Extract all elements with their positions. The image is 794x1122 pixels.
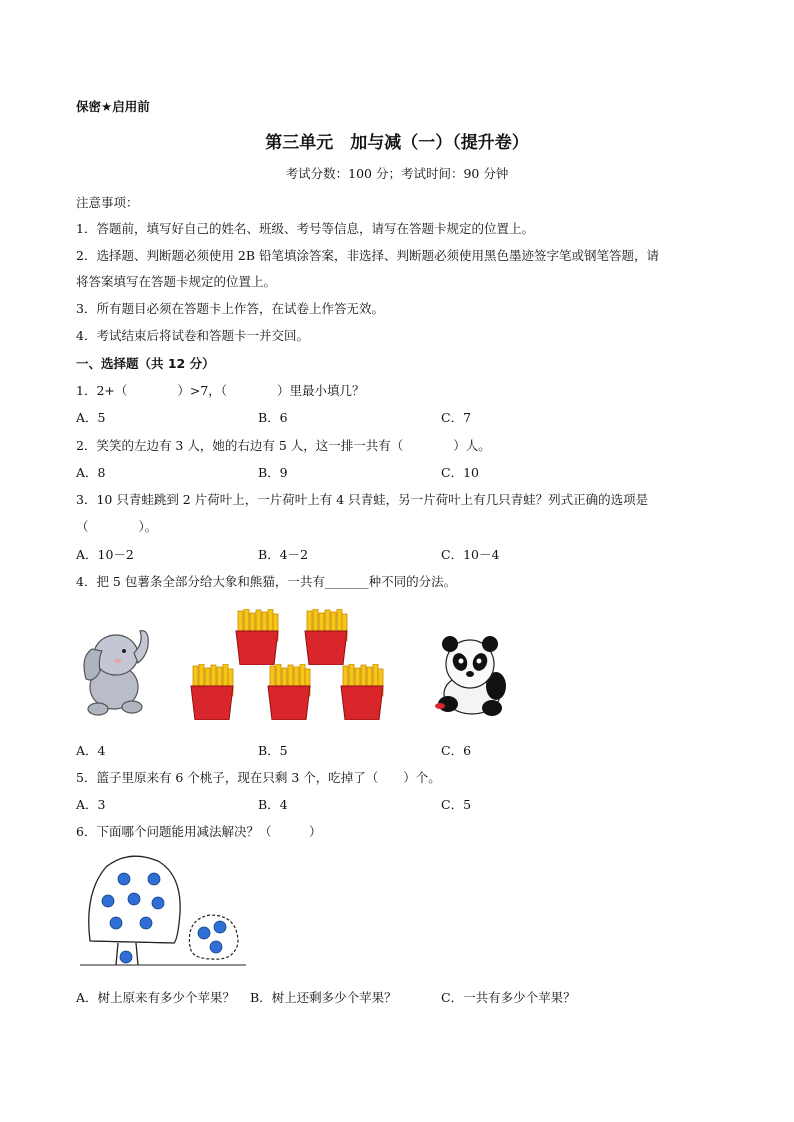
q3-option-a: A．10－2 (76, 547, 134, 562)
fries-icon (266, 664, 312, 720)
note-item: 4．考试结束后将试卷和答题卡一并交回。 (76, 328, 309, 343)
confidential-label: 保密★启用前 (76, 99, 150, 114)
q2-option-b: B．9 (258, 465, 288, 480)
notes-heading: 注意事项： (76, 195, 139, 210)
question-4: 4．把 5 包薯条全部分给大象和熊猫，一共有_______种不同的分法。 (76, 574, 457, 589)
fries-icon (189, 664, 235, 720)
q1-option-c: C．7 (441, 410, 472, 425)
question-6: 6．下面哪个问题能用减法解决？（ ） (76, 824, 322, 839)
q4-option-a: A．4 (76, 743, 106, 758)
panda-image (432, 634, 512, 718)
q1-option-a: A．5 (76, 410, 106, 425)
fries-icon (303, 609, 349, 665)
fries-icon (234, 609, 280, 665)
q2-option-a: A．8 (76, 465, 106, 480)
page-title: 第三单元 加与减（一）（提升卷） (265, 133, 529, 153)
question-2: 2．笑笑的左边有 3 人，她的右边有 5 人，这一排一共有（ ）人。 (76, 438, 491, 453)
section-heading: 一、选择题（共 12 分） (76, 356, 215, 371)
question-3-cont: （ ）。 (76, 519, 158, 534)
note-item: 2．选择题、判断题必须使用 2B 铅笔填涂答案，非选择、判断题必须使用黑色墨迹签字笔或钢笔答题，请 (76, 248, 660, 263)
q6-option-b: B．树上还剩多少个苹果？ (250, 990, 397, 1005)
q6-option-c: C．一共有多少个苹果？ (441, 990, 576, 1005)
exam-info: 考试分数：100 分；考试时间：90 分钟 (285, 166, 509, 181)
question-5: 5．篮子里原来有 6 个桃子，现在只剩 3 个，吃掉了（ ）个。 (76, 770, 441, 785)
q4-option-c: C．6 (441, 743, 472, 758)
q5-option-b: B．4 (258, 797, 288, 812)
q6-option-a: A．树上原来有多少个苹果？ (76, 990, 236, 1005)
q1-option-b: B．6 (258, 410, 288, 425)
fries-icon (339, 664, 385, 720)
note-item: 将答案填写在答题卡规定的位置上。 (76, 274, 277, 289)
question-3: 3．10 只青蛙跳到 2 片荷叶上，一片荷叶上有 4 只青蛙，另一片荷叶上有几只青蛙？列式正确的选项是 (76, 492, 649, 507)
question-1: 1．2+（ ）>7，（ ）里最小填几？ (76, 383, 365, 398)
q2-option-c: C．10 (441, 465, 479, 480)
q4-option-b: B．5 (258, 743, 288, 758)
apple-tree-image (78, 853, 248, 973)
q5-option-c: C．5 (441, 797, 472, 812)
q5-option-a: A．3 (76, 797, 106, 812)
elephant-image (78, 623, 152, 719)
note-item: 3．所有题目必须在答题卡上作答，在试卷上作答无效。 (76, 301, 384, 316)
q3-option-b: B．4－2 (258, 547, 309, 562)
q3-option-c: C．10－4 (441, 547, 500, 562)
note-item: 1．答题前，填写好自己的姓名、班级、考号等信息，请写在答题卡规定的位置上。 (76, 221, 534, 236)
